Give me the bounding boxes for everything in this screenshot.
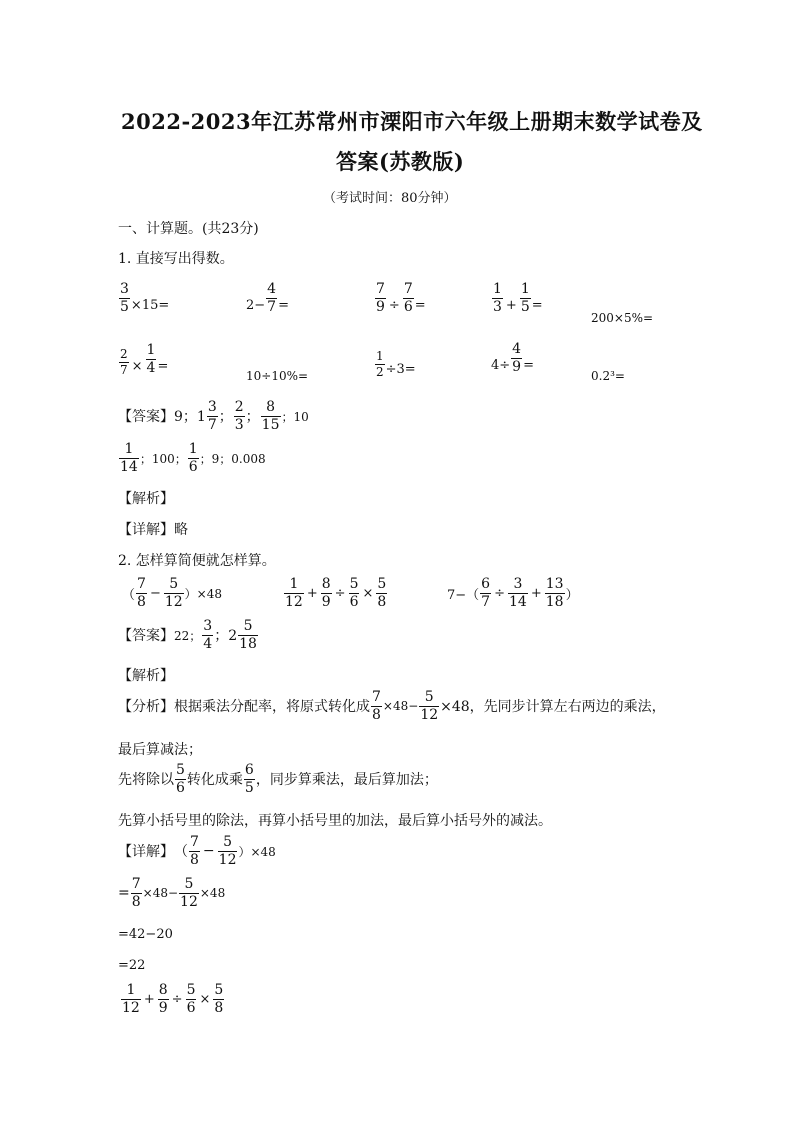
answer-text: ；10 — [281, 409, 309, 424]
q2-analysis-label: 【解析】 — [118, 668, 174, 684]
operator: ÷ — [171, 991, 183, 1007]
fenxi-text: 先将除以 — [118, 772, 174, 789]
expr-text: ）×48 — [238, 844, 276, 859]
detail-label: 【详解】 — [118, 844, 174, 861]
expr-text: 4÷ — [491, 357, 511, 373]
fenxi-text: ×48，先同步计算左右两边的乘法， — [440, 699, 666, 716]
q2-detail-line — [118, 835, 276, 867]
fraction: $\frac{1}{12}$ — [285, 576, 303, 610]
fraction: $\frac{5}{18}$ — [239, 618, 257, 652]
fraction: $\frac{1}{3}$ — [493, 281, 502, 315]
question-1-prompt: 1. 直接写出得数。 — [118, 251, 234, 267]
q2-fenxi-line1 — [118, 690, 666, 722]
q2-fenxi-line4: 先算小括号里的除法，再算小括号里的加法，最后算小括号外的减法。 — [118, 813, 552, 829]
operator: ÷ — [334, 585, 346, 601]
fraction: $\frac{5}{6}$ — [186, 982, 196, 1016]
operator: × — [199, 991, 211, 1007]
expr-text: ÷3= — [385, 361, 416, 377]
q2-answer — [118, 619, 259, 651]
answer-text: 9；1 — [174, 409, 206, 426]
fraction: $\frac{5}{8}$ — [214, 982, 224, 1016]
q2-fenxi-line2: 最后算减法； — [118, 742, 202, 758]
fraction: $\frac{7}{8}$ — [190, 834, 199, 868]
expr-text: 7−（ — [447, 587, 480, 603]
fraction: $\frac{4}{7}$ — [267, 281, 277, 315]
fenxi-text: 转化成乘 — [186, 772, 243, 789]
fraction: $\frac{13}{18}$ — [545, 576, 564, 610]
analysis-label: 【解析】 — [118, 491, 174, 507]
fraction: $\frac{3}{4}$ — [203, 618, 213, 652]
q2-expr-b-repeat — [120, 983, 225, 1015]
operator: + — [505, 297, 517, 313]
q1-item-f — [118, 342, 168, 376]
expr-text: （ — [122, 587, 136, 603]
answer-text: ；9；0.008 — [199, 451, 266, 466]
fraction: $\frac{5}{6}$ — [176, 762, 185, 796]
fraction: $\frac{7}{6}$ — [403, 281, 413, 315]
fraction: $\frac{5}{6}$ — [349, 576, 359, 610]
q2-step-3: =22 — [118, 958, 146, 973]
expr-text: = — [523, 357, 534, 373]
fraction: $\frac{2}{7}$ — [120, 347, 128, 377]
answer-text: ；2 — [214, 628, 238, 645]
q1-answer-line1 — [118, 400, 309, 432]
expr-text: ×15= — [130, 297, 170, 313]
expr-text: = — [278, 297, 289, 313]
operator: − — [202, 843, 215, 860]
fraction: $\frac{3}{7}$ — [207, 399, 217, 433]
answer-text: ； — [245, 409, 260, 426]
q2-step-1 — [118, 877, 225, 909]
q2-expr-b — [283, 577, 388, 609]
fraction: $\frac{5}{12}$ — [164, 576, 183, 610]
expr-text: ×48− — [142, 886, 179, 901]
answer-text: 22； — [174, 628, 202, 643]
fraction: $\frac{4}{9}$ — [512, 341, 522, 375]
fraction: $\frac{5}{12}$ — [420, 689, 439, 723]
q1-item-h — [374, 350, 416, 378]
operator: + — [143, 991, 155, 1007]
fraction: $\frac{1}{5}$ — [520, 281, 530, 315]
q1-item-b — [246, 282, 289, 314]
operator: × — [131, 358, 143, 374]
expr-text: = — [118, 885, 130, 902]
fenxi-text: 根据乘法分配率，将原式转化成 — [174, 699, 370, 716]
fraction: $\frac{6}{5}$ — [244, 762, 254, 796]
doc-title-line2: 答案(苏教版) — [336, 149, 465, 174]
fraction: $\frac{6}{7}$ — [481, 576, 491, 610]
fraction: $\frac{1}{12}$ — [122, 982, 140, 1016]
operator: × — [362, 585, 374, 601]
fraction: $\frac{7}{8}$ — [131, 876, 141, 910]
fraction: $\frac{3}{14}$ — [509, 576, 527, 610]
operator: ÷ — [494, 585, 505, 601]
expr-text: ）×48 — [184, 586, 222, 601]
q1-item-g: 10÷10%= — [246, 369, 309, 383]
q1-answer-line2 — [118, 442, 266, 474]
q1-item-a — [118, 282, 169, 314]
detail-label: 【详解】 — [118, 522, 174, 538]
q1-item-c — [374, 282, 426, 314]
operator: + — [306, 585, 318, 601]
expr-text: （ — [174, 844, 188, 861]
fraction: $\frac{8}{9}$ — [158, 982, 168, 1016]
q1-item-e: 200×5%= — [591, 311, 654, 325]
answer-text: ； — [218, 409, 233, 426]
expr-text: = — [414, 297, 426, 313]
fenxi-label: 【分析】 — [118, 699, 174, 716]
exam-time: （考试时间：80分钟） — [323, 191, 457, 206]
q2-expr-a — [122, 577, 222, 609]
fraction: $\frac{1}{4}$ — [146, 341, 156, 376]
fenxi-text: ，同步算乘法，最后算加法； — [255, 772, 438, 789]
expr-text: ×48 — [199, 886, 226, 901]
q2-fenxi-line3 — [118, 763, 438, 795]
answer-label: 【答案】 — [118, 409, 174, 426]
q1-item-d — [491, 282, 543, 314]
fraction: $\frac{1}{6}$ — [188, 441, 198, 475]
q1-item-i — [491, 342, 534, 374]
fenxi-text: ×48− — [382, 699, 419, 714]
doc-title-line1: 2022-2023年江苏常州市溧阳市六年级上册期末数学试卷及 — [121, 109, 703, 134]
fraction: $\frac{5}{12}$ — [180, 876, 198, 910]
fraction: $\frac{3}{5}$ — [120, 281, 129, 315]
fraction: $\frac{8}{15}$ — [261, 399, 280, 433]
answer-label: 【答案】 — [118, 628, 174, 645]
operator: ÷ — [388, 297, 400, 313]
detail-text: 略 — [174, 522, 188, 538]
q2-expr-c — [447, 577, 579, 609]
fraction: $\frac{2}{3}$ — [234, 399, 244, 433]
fraction: $\frac{5}{8}$ — [377, 576, 387, 610]
fraction: $\frac{7}{9}$ — [376, 281, 385, 315]
detail-line — [118, 519, 188, 539]
question-2-prompt: 2. 怎样算简便就怎样算。 — [118, 553, 276, 569]
fraction: $\frac{5}{12}$ — [218, 834, 237, 868]
operator: + — [530, 585, 542, 601]
fraction: $\frac{7}{8}$ — [372, 689, 381, 723]
fraction: $\frac{1}{14}$ — [120, 441, 138, 475]
operator: − — [149, 585, 161, 601]
q2-step-2: =42−20 — [118, 927, 173, 942]
expr-text: = — [157, 358, 169, 374]
fraction: $\frac{1}{2}$ — [376, 349, 384, 379]
answer-text: ；100； — [139, 451, 187, 466]
section-heading: 一、计算题。(共23分) — [118, 221, 259, 237]
fraction: $\frac{7}{8}$ — [137, 576, 146, 610]
fraction: $\frac{8}{9}$ — [321, 576, 331, 610]
q1-item-j: 0.2³= — [591, 369, 625, 383]
expr-text: 2− — [246, 297, 266, 313]
expr-text: ） — [565, 587, 579, 603]
expr-text: = — [531, 297, 543, 313]
